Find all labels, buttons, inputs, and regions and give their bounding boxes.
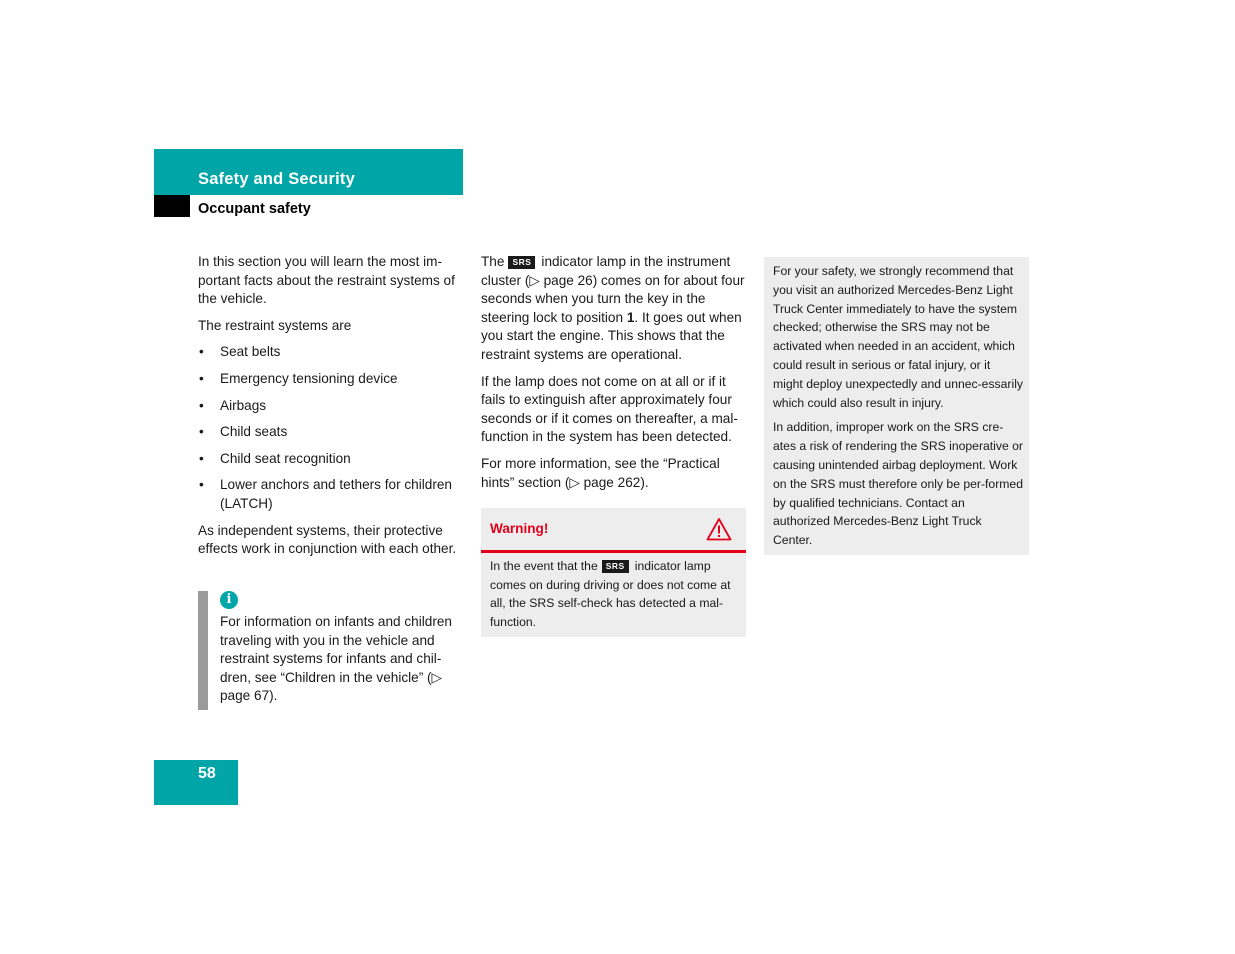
subsection-marker	[154, 195, 190, 217]
info-icon: i	[220, 591, 238, 609]
list-item: • Airbags	[198, 397, 466, 416]
warning-header	[481, 508, 746, 553]
bullet-icon: •	[199, 450, 204, 466]
warning-box	[481, 508, 746, 637]
list-item: • Emergency tensioning device	[198, 370, 466, 389]
page-number: 58	[198, 765, 216, 782]
list-item: • Lower anchors and tethers for children (LATCH)	[199, 477, 452, 511]
srs-paragraph: The SRS indicator lamp in the instrument cluster (▷ page 26) comes on for about four seconds when you turn the key in the steering lock to position 1. It goes out when you start the engine. This shows that the restraint systems are operational.	[481, 254, 745, 362]
intro-paragraph: In this section you will learn the most im-portant facts about the restraint systems of the vehicle.	[198, 254, 455, 307]
bullet-icon: •	[199, 370, 204, 386]
safety-recommendation-box	[764, 257, 1029, 555]
info-text: For information on infants and children traveling with you in the vehicle and restraint systems for infants and chil-dren, see “Children in the vehicle” (▷ page 67).	[220, 614, 452, 704]
bullet-icon: •	[199, 424, 204, 440]
info-bar	[198, 591, 208, 710]
restraint-systems-list	[198, 343, 466, 513]
malfunction-paragraph: If the lamp does not come on at all or if it fails to extinguish after approximately four seconds or if it comes on thereafter, a mal-function in the system has been detected.	[481, 373, 738, 445]
page-number-box	[154, 760, 238, 805]
closing-paragraph: As independent systems, their protective effects work in conjunction with each other.	[198, 522, 457, 557]
info-note	[198, 591, 466, 710]
srs-indicator-icon: SRS	[602, 560, 629, 573]
srs-indicator-icon: SRS	[508, 256, 535, 269]
bullet-icon: •	[199, 397, 204, 413]
list-item: • Seat belts	[198, 343, 466, 362]
warning-text: In the event that the SRS indicator lamp comes on during driving or does not come at all, the SRS self-check has detected a mal-function.	[490, 559, 731, 629]
warning-title: Warning!	[490, 521, 549, 536]
subsection-title: Occupant safety	[198, 201, 311, 217]
list-intro: The restraint systems are	[198, 317, 352, 333]
list-item: • Child seat recognition	[198, 450, 466, 469]
warning-triangle-icon	[706, 517, 732, 541]
recommendation-paragraph: For your safety, we strongly recommend that you visit an authorized Mercedes-Benz Light Truck Center immediately to have the system checked; otherwise the SRS may not be activated when needed in an accident, which could result in serious or fatal injury, or it might deploy unexpectedly and unnec-essarily which could also result in injury.	[773, 264, 1023, 410]
bullet-icon: •	[199, 477, 204, 493]
more-info-paragraph: For more information, see the “Practical hints” section (▷ page 262).	[481, 455, 720, 490]
improper-work-paragraph: In addition, improper work on the SRS cre-ates a risk of rendering the SRS inoperative or causing unintended airbag deployment. Work on the SRS must therefore only be per-formed by qualified technicians. Contact an authorized Mercedes-Benz Light Truck Center.	[773, 420, 1023, 548]
bullet-icon: •	[199, 344, 204, 360]
position-number: 1	[626, 309, 635, 325]
list-item: • Child seats	[198, 423, 466, 442]
middle-column	[481, 253, 749, 500]
section-title: Safety and Security	[198, 170, 355, 188]
left-column	[198, 253, 466, 567]
